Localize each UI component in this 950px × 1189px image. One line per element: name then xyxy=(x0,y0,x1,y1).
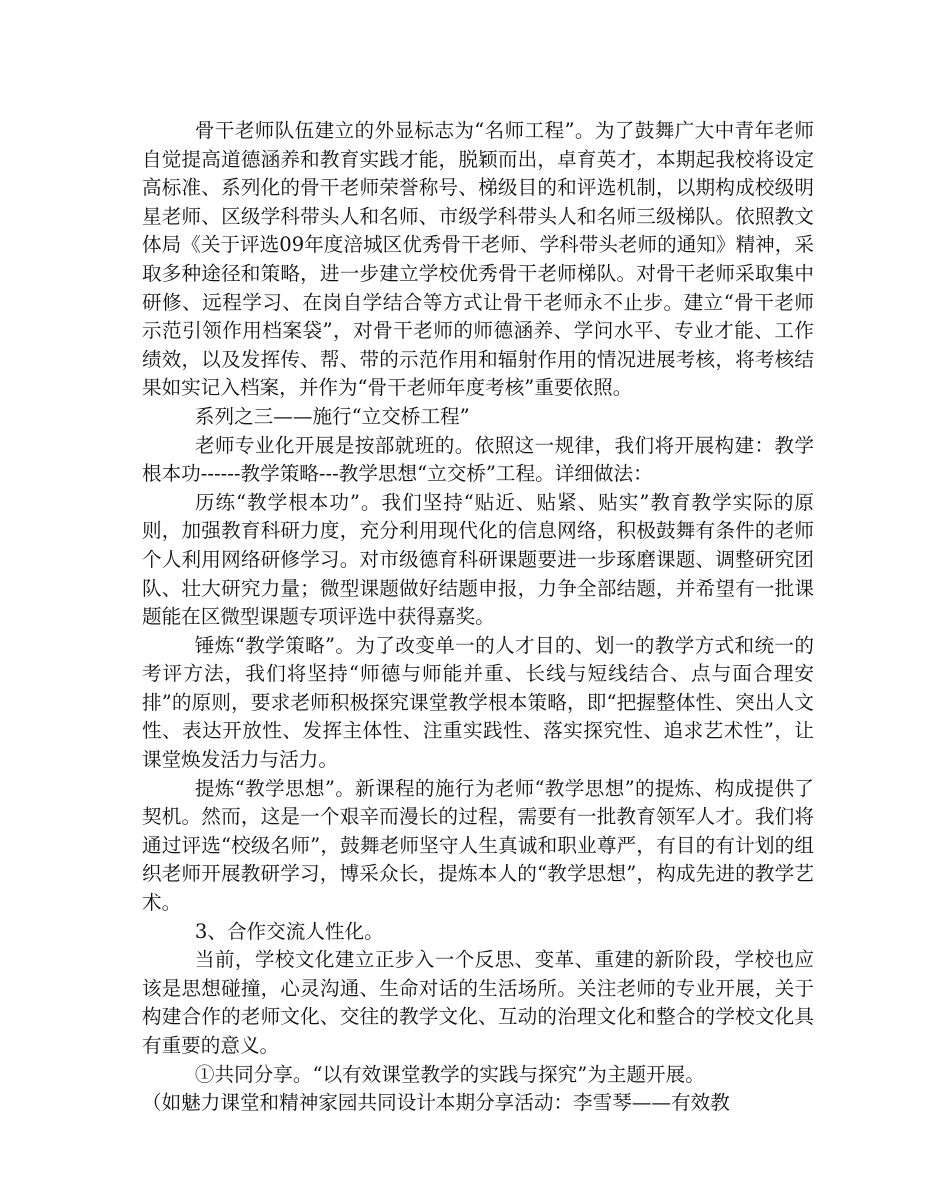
paragraph-series-three-heading: 系列之三——施行“立交桥工程” xyxy=(194,404,470,428)
paragraph-teaching-strategies: 锤炼“教学策略”。为了改变单一的人才目的、划一的教学方式和统一的考评方法，我们将坚持“师德与师能并重、长线与短线结合、点与面合理安排”的原则，要求老师积极探究课堂教学根本策略，即“把握整体性、突出人文性、表达开放性、发挥主体性、注重实践性、落实探究性、追求艺术性”，让课堂焕发活力与活力。 xyxy=(142,633,814,772)
paragraph-shared-sharing: ①共同分享。“以有效课堂教学的实践与探究”为主题开展。 xyxy=(194,1062,705,1086)
document-body xyxy=(142,117,814,1118)
paragraph-section-three-heading: 3、合作交流人性化。 xyxy=(194,919,384,943)
paragraph-teaching-thoughts: 提炼“教学思想”。新课程的施行为老师“教学思想”的提炼、构成提供了契机。然而，这是一个艰辛而漫长的过程，需要有一批教育领军人才。我们将通过评选“校级名师”，鼓舞老师坚守人生真诚和职业尊严，有目的有计划的组织老师开展教研学习，博采众长，提炼本人的“教学思想”，构成先进的教学艺术。 xyxy=(142,776,814,915)
paragraph-sharing-example: （如魅力课堂和精神家园共同设计本期分享活动：李雪琴——有效教 xyxy=(142,1091,730,1115)
paragraph-backbone-teachers: 骨干老师队伍建立的外显标志为“名师工程”。为了鼓舞广大中青年老师自觉提高道德涵养和教育实践才能，脱颖而出，卓育英才，本期起我校将设定高标准、系列化的骨干老师荣誉称号、梯级目的和评选机制，以期构成校级明星老师、区级学科带头人和名师、市级学科带头人和名师三级梯队。依照教文体局《关于评选09年度涪城区优秀骨干老师、学科带头老师的通知》精神，采取多种途径和策略，进一步建立学校优秀骨干老师梯队。对骨干老师采取集中研修、远程学习、在岗自学结合等方式让骨干老师永不止步。建立“骨干老师示范引领作用档案袋”，对骨干老师的师德涵养、学问水平、专业才能、工作绩效，以及发挥传、帮、带的示范作用和辐射作用的情况进展考核，将考核结果如实记入档案，并作为“骨干老师年度考核”重要依照。 xyxy=(142,119,814,400)
paragraph-teaching-fundamentals: 历练“教学根本功”。我们坚持“贴近、贴紧、贴实”教育教学实际的原则，加强教育科研力度，充分利用现代化的信息网络，积极鼓舞有条件的老师个人利用网络研修学习。对市级德育科研课题要进一步琢磨课题、调整研究团队、壮大研究力量；微型课题做好结题申报，力争全部结题，并希望有一批课题能在区微型课题专项评选中获得嘉奖。 xyxy=(142,490,814,629)
paragraph-professional-development: 老师专业化开展是按部就班的。依照这一规律，我们将开展构建：教学根本功------教学策略---教学思想“立交桥”工程。详细做法： xyxy=(142,433,814,486)
paragraph-school-culture: 当前，学校文化建立正步入一个反思、变革、重建的新阶段，学校也应该是思想碰撞，心灵沟通、生命对话的生活场所。关注老师的专业开展，关于构建合作的老师文化、交往的教学文化、互动的治理文化和整合的学校文化具有重要的意义。 xyxy=(142,948,814,1057)
